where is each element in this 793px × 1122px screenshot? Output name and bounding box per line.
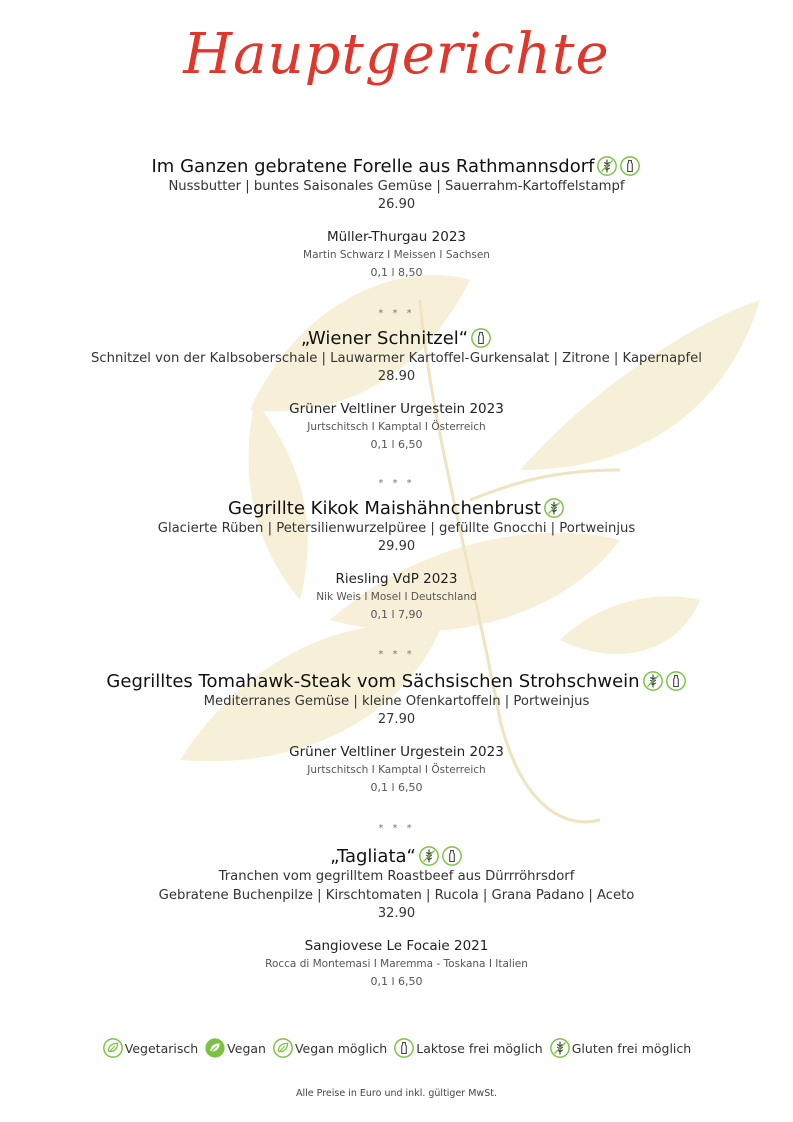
- lactose-free-icon: [619, 155, 641, 177]
- legend-label: Gluten frei möglich: [571, 1040, 692, 1056]
- dish-name-row: [301, 327, 492, 349]
- legend-item-gluten-free: [549, 1037, 691, 1059]
- dish-name: Gegrilltes Tomahawk-Steak vom Sächsischen Strohschwein: [106, 670, 640, 692]
- dietary-legend: [0, 1037, 793, 1059]
- wine-name: Riesling VdP 2023: [335, 571, 458, 587]
- dish-name-row: [152, 155, 642, 177]
- wine-price: 0,1 l 6,50: [370, 975, 423, 988]
- wine-price: 0,1 l 8,50: [370, 266, 423, 279]
- vegan-icon: [204, 1037, 226, 1059]
- dish-badges: [470, 327, 492, 349]
- lactose-free-icon: [441, 845, 463, 867]
- lactose-free-icon: [393, 1037, 415, 1059]
- legend-label: Laktose frei möglich: [416, 1040, 543, 1056]
- dish-price: 28.90: [377, 369, 416, 384]
- dish-description: Schnitzel von der Kalbsoberschale | Lauwarmer Kartoffel-Gurkensalat | Zitrone | Kapernapfel: [91, 351, 702, 366]
- dish-item: [0, 327, 793, 454]
- dish-badges: [642, 670, 687, 692]
- dish-name-row: [228, 497, 565, 519]
- dish-price: 29.90: [377, 539, 416, 554]
- dish-price: 32.90: [377, 906, 416, 921]
- legend-item-vegetarian: [102, 1037, 198, 1059]
- separator: * * *: [378, 823, 415, 834]
- legend-label: Vegetarisch: [124, 1040, 199, 1056]
- vegan-possible-icon: [272, 1037, 294, 1059]
- separator: * * *: [378, 308, 415, 319]
- separator: * * *: [378, 649, 415, 660]
- dish-price: 26.90: [377, 197, 416, 212]
- gluten-free-icon: [543, 497, 565, 519]
- lactose-free-icon: [470, 327, 492, 349]
- price-footnote: Alle Preise in Euro und inkl. gültiger MwSt.: [296, 1088, 497, 1099]
- legend-label: Vegan möglich: [294, 1040, 388, 1056]
- wine-origin: Martin Schwarz I Meissen I Sachsen: [303, 249, 490, 261]
- dish-name: Im Ganzen gebratene Forelle aus Rathmannsdorf: [151, 155, 595, 177]
- dish-name: „Wiener Schnitzel“: [300, 327, 469, 349]
- dish-description: Gebratene Buchenpilze | Kirschtomaten | Rucola | Grana Padano | Aceto: [158, 888, 635, 903]
- dish-name: „Tagliata“: [330, 845, 416, 867]
- dish-name-row: [106, 670, 686, 692]
- dish-description: Tranchen vom gegrilltem Roastbeef aus Dürrröhrsdorf: [218, 869, 575, 884]
- dish-item: [0, 845, 793, 991]
- wine-origin: Jurtschitsch I Kamptal I Österreich: [307, 764, 486, 776]
- dish-name-row: [330, 845, 463, 867]
- gluten-free-icon: [549, 1037, 571, 1059]
- wine-price: 0,1 l 7,90: [370, 608, 423, 621]
- wine-origin: Nik Weis I Mosel I Deutschland: [316, 591, 477, 603]
- wine-price: 0,1 l 6,50: [370, 438, 423, 451]
- wine-origin: Rocca di Montemasi I Maremma - Toskana I Italien: [265, 958, 528, 970]
- separator: * * *: [378, 478, 415, 489]
- dish-badges: [418, 845, 463, 867]
- gluten-free-icon: [596, 155, 618, 177]
- dish-name: Gegrillte Kikok Maishähnchenbrust: [227, 497, 542, 519]
- dish-item: [0, 670, 793, 797]
- wine-name: Müller-Thurgau 2023: [326, 229, 467, 245]
- legend-item-vegan-possible: [272, 1037, 387, 1059]
- gluten-free-icon: [418, 845, 440, 867]
- page-title: Hauptgerichte: [183, 22, 610, 87]
- dish-description: Nussbutter | buntes Saisonales Gemüse | Sauerrahm-Kartoffelstampf: [168, 179, 625, 194]
- wine-name: Grüner Veltliner Urgestein 2023: [289, 744, 504, 760]
- dish-badges: [543, 497, 565, 519]
- vegetarian-icon: [102, 1037, 124, 1059]
- dish-description: Glacierte Rüben | Petersilienwurzelpüree | gefüllte Gnocchi | Portweinjus: [157, 521, 636, 536]
- wine-name: Grüner Veltliner Urgestein 2023: [289, 401, 504, 417]
- dish-item: [0, 155, 793, 282]
- wine-price: 0,1 l 6,50: [370, 781, 423, 794]
- wine-name: Sangiovese Le Focaie 2021: [304, 938, 489, 954]
- dish-item: [0, 497, 793, 624]
- legend-item-lactose-free: [393, 1037, 543, 1059]
- wine-origin: Jurtschitsch I Kamptal I Österreich: [307, 421, 486, 433]
- dish-badges: [596, 155, 641, 177]
- dish-price: 27.90: [377, 712, 416, 727]
- dish-description: Mediterranes Gemüse | kleine Ofenkartoffeln | Portweinjus: [203, 694, 590, 709]
- legend-item-vegan: [204, 1037, 266, 1059]
- legend-label: Vegan: [227, 1040, 266, 1056]
- gluten-free-icon: [642, 670, 664, 692]
- lactose-free-icon: [665, 670, 687, 692]
